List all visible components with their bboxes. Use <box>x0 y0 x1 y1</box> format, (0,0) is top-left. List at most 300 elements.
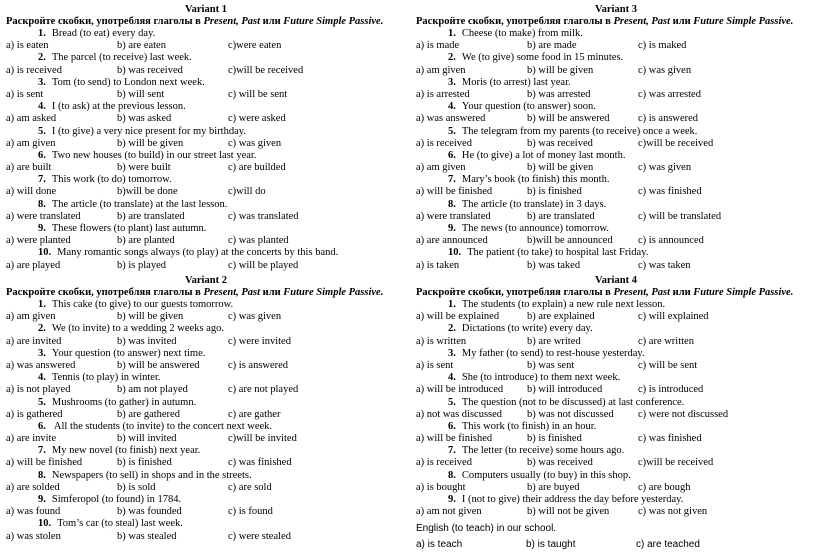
answer-options <box>416 162 816 174</box>
option-c[interactable]: c) are bough <box>638 481 691 493</box>
option-b[interactable]: b) will be given <box>527 64 594 76</box>
option-c[interactable]: c) is answered <box>638 113 699 125</box>
question-number: 10. <box>448 247 462 259</box>
question-line <box>6 421 406 433</box>
option-c[interactable]: c) was given <box>228 311 282 323</box>
variant-2-block <box>6 275 406 543</box>
option-c[interactable]: c) were asked <box>228 113 286 125</box>
instruction-or: или <box>670 287 694 298</box>
option-c[interactable]: c) was arrested <box>638 88 701 100</box>
option-c[interactable]: c)will be received <box>638 457 714 469</box>
option-a[interactable]: a) am asked <box>6 113 57 125</box>
option-c[interactable]: c) are written <box>638 335 694 347</box>
option-b[interactable]: b) are explained <box>527 311 595 323</box>
option-c[interactable]: c) was given <box>228 137 282 149</box>
option-c[interactable]: c) are gather <box>228 408 281 420</box>
answer-options <box>416 260 816 272</box>
question-text: Two new houses (to build) in our street last year. <box>51 149 257 161</box>
option-c[interactable]: c) are teached <box>636 539 700 551</box>
answer-options <box>6 433 406 445</box>
question-text: This work (to finish) in an hour. <box>461 420 597 432</box>
question-number: 10. <box>38 518 52 530</box>
question-text: The patient (to take) to hospital last Friday. <box>467 247 649 259</box>
question-text: The article (to translate) in 3 days. <box>461 198 607 210</box>
option-c[interactable]: c) were invited <box>228 335 291 347</box>
question-line <box>6 445 406 457</box>
option-c[interactable]: c)will do <box>228 186 266 198</box>
option-a[interactable]: a) is received <box>6 64 62 76</box>
option-c[interactable]: c)will be received <box>638 137 714 149</box>
instruction-passive: Future Simple Passive. <box>693 16 794 27</box>
answer-options <box>6 162 406 174</box>
question-text: Newspapers (to sell) in shops and in the streets. <box>51 469 252 481</box>
option-c[interactable]: c) will be sent <box>638 359 698 371</box>
option-c[interactable]: c) was given <box>638 162 692 174</box>
variant-title: Variant 2 <box>185 275 227 286</box>
question-number: 4. <box>448 101 456 113</box>
variant-title: Variant 1 <box>185 4 227 15</box>
option-b[interactable]: b) will invited <box>117 433 177 445</box>
answer-options <box>6 384 406 396</box>
question-text: The students (to explain) a new rule next lesson. <box>461 299 666 310</box>
option-a[interactable]: a) will be explained <box>416 311 500 323</box>
question-number: 6. <box>38 149 46 161</box>
option-a[interactable]: a) were planted <box>6 235 71 247</box>
answer-options <box>416 40 816 52</box>
answer-options <box>6 40 406 52</box>
question-line <box>416 348 816 360</box>
answer-options <box>6 336 406 348</box>
question-line <box>6 150 406 162</box>
question-number: 9. <box>448 494 456 505</box>
option-b[interactable]: b) will be given <box>117 311 184 323</box>
answer-options <box>416 186 816 198</box>
option-b[interactable]: b) was invited <box>117 335 177 347</box>
question-line <box>416 199 816 211</box>
question-number: 10. <box>38 247 52 259</box>
instruction-or: или <box>260 16 284 27</box>
option-a[interactable]: a) are built <box>6 162 52 174</box>
option-b[interactable]: b) are translated <box>117 210 185 222</box>
question-number: 1. <box>38 299 46 310</box>
question-line <box>416 126 816 138</box>
question-line <box>6 470 406 482</box>
question-line <box>416 421 816 433</box>
answer-options <box>416 336 816 348</box>
answer-options <box>6 506 406 518</box>
question-text: Tom’s car (to steal) last week. <box>57 518 183 530</box>
option-a[interactable]: a) not was discussed <box>416 408 503 420</box>
question-number: 9. <box>38 494 46 505</box>
option-c[interactable]: c) is introduced <box>638 384 704 396</box>
question-line <box>6 518 406 530</box>
question-number: 3. <box>448 76 456 88</box>
answer-options <box>416 384 816 396</box>
question-line <box>6 323 406 335</box>
question-text: Tennis (to play) in winter. <box>51 372 161 384</box>
option-b[interactable]: b) was founded <box>117 506 182 518</box>
option-c[interactable]: c) was not given <box>638 506 708 518</box>
option-b[interactable]: b) will sent <box>117 88 165 100</box>
question-number: 1. <box>38 28 46 39</box>
option-a[interactable]: a) are announced <box>416 235 488 247</box>
option-a[interactable]: a) is eaten <box>6 40 49 52</box>
question-text: I (to ask) at the previous lesson. <box>51 101 186 113</box>
variant-3-block <box>416 4 816 272</box>
option-a[interactable]: a) is sent <box>416 359 454 371</box>
option-c[interactable]: c) is found <box>228 506 273 518</box>
option-a[interactable]: a) will be finished <box>416 186 493 198</box>
instruction-tenses: Present, Past <box>613 287 671 298</box>
option-a[interactable]: a) was answered <box>6 359 76 371</box>
question-line <box>6 28 406 40</box>
option-c[interactable]: c) was planted <box>228 235 289 247</box>
question-number: 6. <box>448 149 456 161</box>
option-b[interactable]: b) will be answered <box>527 113 610 125</box>
question-number: 2. <box>38 52 46 64</box>
answer-options <box>416 138 816 150</box>
instruction-text: Раскройте скобки, употребляя глаголы в <box>6 16 204 27</box>
option-c[interactable]: c)will be received <box>228 64 304 76</box>
question-line <box>416 372 816 384</box>
question-line <box>6 174 406 186</box>
answer-options <box>6 311 406 323</box>
question-number: 8. <box>448 469 456 481</box>
option-c[interactable]: c) is maked <box>638 40 687 52</box>
question-line <box>6 223 406 235</box>
option-c[interactable]: c) are not played <box>228 384 299 396</box>
answer-options <box>416 506 816 518</box>
question-line <box>6 199 406 211</box>
option-a[interactable]: a) is gathered <box>6 408 63 420</box>
question-text: He (to give) a lot of money last month. <box>461 149 626 161</box>
question-text: The parcel (to receive) last week. <box>51 52 192 64</box>
option-a[interactable]: a) was found <box>6 506 61 518</box>
question-text: These flowers (to plant) last autumn. <box>51 223 207 234</box>
question-text: Simferopol (to found) in 1784. <box>51 494 182 505</box>
question-line <box>416 174 816 186</box>
answer-options <box>416 113 816 125</box>
question-number: 4. <box>38 101 46 113</box>
question-line <box>416 299 816 311</box>
option-a[interactable]: a) will be finished <box>6 457 83 469</box>
extra-answer-options <box>416 538 816 551</box>
question-number: 2. <box>448 323 456 335</box>
option-a[interactable]: a) am given <box>6 137 56 149</box>
option-b[interactable]: b) was received <box>527 137 593 149</box>
option-b[interactable]: b) was not discussed <box>527 408 614 420</box>
option-b[interactable]: b) are eaten <box>117 40 166 52</box>
option-a[interactable]: a) is not played <box>6 384 71 396</box>
question-text: I (not to give) their address the day before yesterday. <box>461 494 684 505</box>
option-a[interactable]: a) are invited <box>6 335 62 347</box>
question-number: 8. <box>448 198 456 210</box>
option-b[interactable]: b) is played <box>117 259 166 271</box>
question-number: 6. <box>38 420 46 432</box>
question-number: 5. <box>38 396 46 408</box>
question-number: 7. <box>38 174 46 186</box>
question-number: 2. <box>38 323 46 335</box>
instruction <box>6 16 406 28</box>
answer-options <box>6 235 406 247</box>
question-text: Mary’s book (to finish) this month. <box>461 174 610 186</box>
answer-options <box>6 89 406 101</box>
option-a[interactable]: a) are solded <box>6 481 60 493</box>
option-c[interactable]: c) was finished <box>638 186 702 198</box>
answer-options <box>416 482 816 494</box>
question-number: 7. <box>448 174 456 186</box>
question-line <box>416 150 816 162</box>
question-number: 6. <box>448 420 456 432</box>
question-line <box>6 397 406 409</box>
option-c[interactable]: c) is answered <box>228 359 289 371</box>
variant-1-block <box>6 4 406 272</box>
question-text: I (to give) a very nice present for my birthday. <box>51 125 246 137</box>
question-line <box>416 223 816 235</box>
answer-options <box>6 360 406 372</box>
question-number: 2. <box>448 52 456 64</box>
option-a[interactable]: a) was stolen <box>6 530 61 542</box>
question-text: Mushrooms (to gather) in autumn. <box>51 396 197 408</box>
option-a[interactable]: a) is received <box>416 137 472 149</box>
option-b[interactable]: b) is finished <box>527 186 582 198</box>
question-line <box>6 494 406 506</box>
answer-options <box>6 138 406 150</box>
answer-options <box>416 65 816 77</box>
option-c[interactable]: c) was translated <box>228 210 299 222</box>
question-line <box>6 299 406 311</box>
question-line <box>416 323 816 335</box>
option-c[interactable]: c) was finished <box>228 457 292 469</box>
question-number: 9. <box>38 223 46 234</box>
option-b[interactable]: b) was asked <box>117 113 172 125</box>
option-b[interactable]: b) will be answered <box>117 359 200 371</box>
option-a[interactable]: a) is taken <box>416 259 460 271</box>
instruction <box>416 287 816 299</box>
option-b[interactable]: b) am not played <box>117 384 188 396</box>
option-a[interactable]: a) is sent <box>6 88 44 100</box>
question-line <box>416 397 816 409</box>
option-c[interactable]: c) is announced <box>638 235 704 247</box>
question-text: Cheese (to make) from milk. <box>461 28 583 39</box>
question-number: 1. <box>448 299 456 310</box>
question-line <box>416 247 816 259</box>
question-number: 1. <box>448 28 456 39</box>
question-text: We (to give) some food in 15 minutes. <box>461 52 624 64</box>
question-text: The news (to announce) tomorrow. <box>461 223 610 234</box>
question-line <box>416 101 816 113</box>
option-a[interactable]: a) am given <box>6 311 56 323</box>
option-a[interactable]: a) am given <box>416 64 466 76</box>
option-c[interactable]: c) was taken <box>638 259 691 271</box>
instruction-passive: Future Simple Passive. <box>283 16 384 27</box>
option-b[interactable]: b) is finished <box>117 457 172 469</box>
option-b[interactable]: b) was stealed <box>117 530 177 542</box>
question-number: 3. <box>38 76 46 88</box>
answer-options <box>6 531 406 543</box>
question-line <box>6 372 406 384</box>
question-text: This cake (to give) to our guests tomorrow. <box>51 299 234 310</box>
instruction-tenses: Present, Past <box>203 287 261 298</box>
option-b[interactable]: b) were built <box>117 162 171 174</box>
option-b[interactable]: b) is taught <box>526 539 576 551</box>
option-c[interactable]: c) are builded <box>228 162 286 174</box>
option-c[interactable]: c) will be played <box>228 259 299 271</box>
instruction-or: или <box>260 287 284 298</box>
option-a[interactable]: a) is bought <box>416 481 466 493</box>
option-c[interactable]: c) will be sent <box>228 88 288 100</box>
question-text: Your question (to answer) next time. <box>51 347 206 359</box>
option-a[interactable]: a) were translated <box>6 210 81 222</box>
option-b[interactable]: b) are gathered <box>117 408 180 420</box>
option-c[interactable]: c)were eaten <box>228 40 282 52</box>
answer-options <box>6 211 406 223</box>
option-a[interactable]: a) will be introduced <box>416 384 504 396</box>
question-number: 8. <box>38 469 46 481</box>
answer-options <box>416 360 816 372</box>
question-text: All the students (to invite) to the concert next week. <box>51 420 273 432</box>
option-b[interactable]: b) was taked <box>527 259 581 271</box>
answer-options <box>6 409 406 421</box>
question-text: Moris (to arrest) last year. <box>461 76 571 88</box>
option-b[interactable]: b) was received <box>117 64 183 76</box>
question-line <box>416 494 816 506</box>
question-text: Computers usually (to buy) in this shop. <box>461 469 631 481</box>
option-a[interactable]: a) am given <box>416 162 466 174</box>
option-a[interactable]: a) is arrested <box>416 88 470 100</box>
option-c[interactable]: c) was given <box>638 64 692 76</box>
question-line <box>416 470 816 482</box>
option-b[interactable]: b) will be given <box>527 162 594 174</box>
instruction <box>416 16 816 28</box>
option-a[interactable]: a) is teach <box>416 539 463 551</box>
answer-options <box>416 457 816 469</box>
option-c[interactable]: c) were not discussed <box>638 408 729 420</box>
question-line <box>6 247 406 259</box>
option-a[interactable]: a) are invite <box>6 433 57 445</box>
question-text: The question (not to be discussed) at last conference. <box>461 396 685 408</box>
option-b[interactable]: b) was sent <box>527 359 575 371</box>
extra-question: English (to teach) in our school. <box>416 523 557 535</box>
instruction-text: Раскройте скобки, употребляя глаголы в <box>6 287 204 298</box>
question-text: Dictations (to write) every day. <box>461 323 593 335</box>
option-b[interactable]: b) will introduced <box>527 384 603 396</box>
question-number: 8. <box>38 198 46 210</box>
option-b[interactable]: b) are planted <box>117 235 175 247</box>
instruction-passive: Future Simple Passive. <box>693 287 794 298</box>
instruction-passive: Future Simple Passive. <box>283 287 384 298</box>
option-b[interactable]: b) will not be given <box>527 506 610 518</box>
answer-options <box>6 260 406 272</box>
instruction-or: или <box>670 16 694 27</box>
option-c[interactable]: c) were stealed <box>228 530 291 542</box>
variant-title: Variant 3 <box>595 4 637 15</box>
answer-options <box>416 89 816 101</box>
option-b[interactable]: b)will be announced <box>527 235 613 247</box>
answer-options <box>6 113 406 125</box>
variant-4-block <box>416 275 816 551</box>
question-number: 7. <box>448 445 456 457</box>
option-c[interactable]: c) was finished <box>638 433 702 445</box>
question-text: The letter (to receive) some hours ago. <box>461 445 625 457</box>
option-b[interactable]: b) is finished <box>527 433 582 445</box>
option-b[interactable]: b) are writed <box>527 335 581 347</box>
answer-options <box>6 65 406 77</box>
question-line <box>416 28 816 40</box>
question-line <box>416 77 816 89</box>
question-text: We (to invite) to a wedding 2 weeks ago. <box>51 323 224 335</box>
question-line <box>6 77 406 89</box>
answer-options <box>6 186 406 198</box>
option-a[interactable]: a) was answered <box>416 113 486 125</box>
question-number: 5. <box>448 125 456 137</box>
option-a[interactable]: a) will be finished <box>416 433 493 445</box>
question-number: 9. <box>448 223 456 234</box>
option-a[interactable]: a) is written <box>416 335 467 347</box>
answer-options <box>6 482 406 494</box>
option-b[interactable]: b) was arrested <box>527 88 591 100</box>
instruction-tenses: Present, Past <box>203 16 261 27</box>
option-a[interactable]: a) is received <box>416 457 472 469</box>
question-number: 7. <box>38 445 46 457</box>
question-text: My new novel (to finish) next year. <box>51 445 201 457</box>
option-b[interactable]: b) are translated <box>527 210 595 222</box>
option-b[interactable]: b) was received <box>527 457 593 469</box>
option-a[interactable]: a) will done <box>6 186 57 198</box>
option-a[interactable]: a) were translated <box>416 210 491 222</box>
question-text: Tom (to send) to London next week. <box>51 76 205 88</box>
question-line <box>6 52 406 64</box>
instruction-text: Раскройте скобки, употребляя глаголы в <box>416 287 614 298</box>
question-number: 4. <box>38 372 46 384</box>
option-b[interactable]: b) will be given <box>117 137 184 149</box>
question-line <box>416 52 816 64</box>
answer-options <box>416 433 816 445</box>
instruction <box>6 287 406 299</box>
answer-options <box>416 235 816 247</box>
option-c[interactable]: c) are sold <box>228 481 272 493</box>
option-c[interactable]: c) will explained <box>638 311 709 323</box>
question-number: 4. <box>448 372 456 384</box>
question-text: The telegram from my parents (to receive) once a week. <box>461 125 698 137</box>
question-number: 5. <box>38 125 46 137</box>
question-text: This work (to do) tomorrow. <box>51 174 172 186</box>
question-number: 3. <box>448 347 456 359</box>
question-text: Bread (to eat) every day. <box>51 28 156 39</box>
option-a[interactable]: a) is made <box>416 40 460 52</box>
answer-options <box>416 211 816 223</box>
question-text: The article (to translate) at the last lesson. <box>51 198 228 210</box>
option-a[interactable]: a) are played <box>6 259 61 271</box>
question-text: She (to introduce) to them next week. <box>461 372 621 384</box>
option-a[interactable]: a) am not given <box>416 506 482 518</box>
instruction-tenses: Present, Past <box>613 16 671 27</box>
question-line <box>6 348 406 360</box>
option-b[interactable]: b) are made <box>527 40 577 52</box>
question-line <box>6 101 406 113</box>
option-b[interactable]: b) is sold <box>117 481 156 493</box>
answer-options <box>416 311 816 323</box>
question-line <box>6 126 406 138</box>
option-c[interactable]: c) will be translated <box>638 210 722 222</box>
option-b[interactable]: b)will be done <box>117 186 178 198</box>
question-text: Many romantic songs always (to play) at the concerts by this band. <box>57 247 339 259</box>
question-number: 5. <box>448 396 456 408</box>
option-c[interactable]: c)will be invited <box>228 433 297 445</box>
answer-options <box>6 457 406 469</box>
option-b[interactable]: b) are buyed <box>527 481 580 493</box>
variant-title: Variant 4 <box>595 275 637 286</box>
